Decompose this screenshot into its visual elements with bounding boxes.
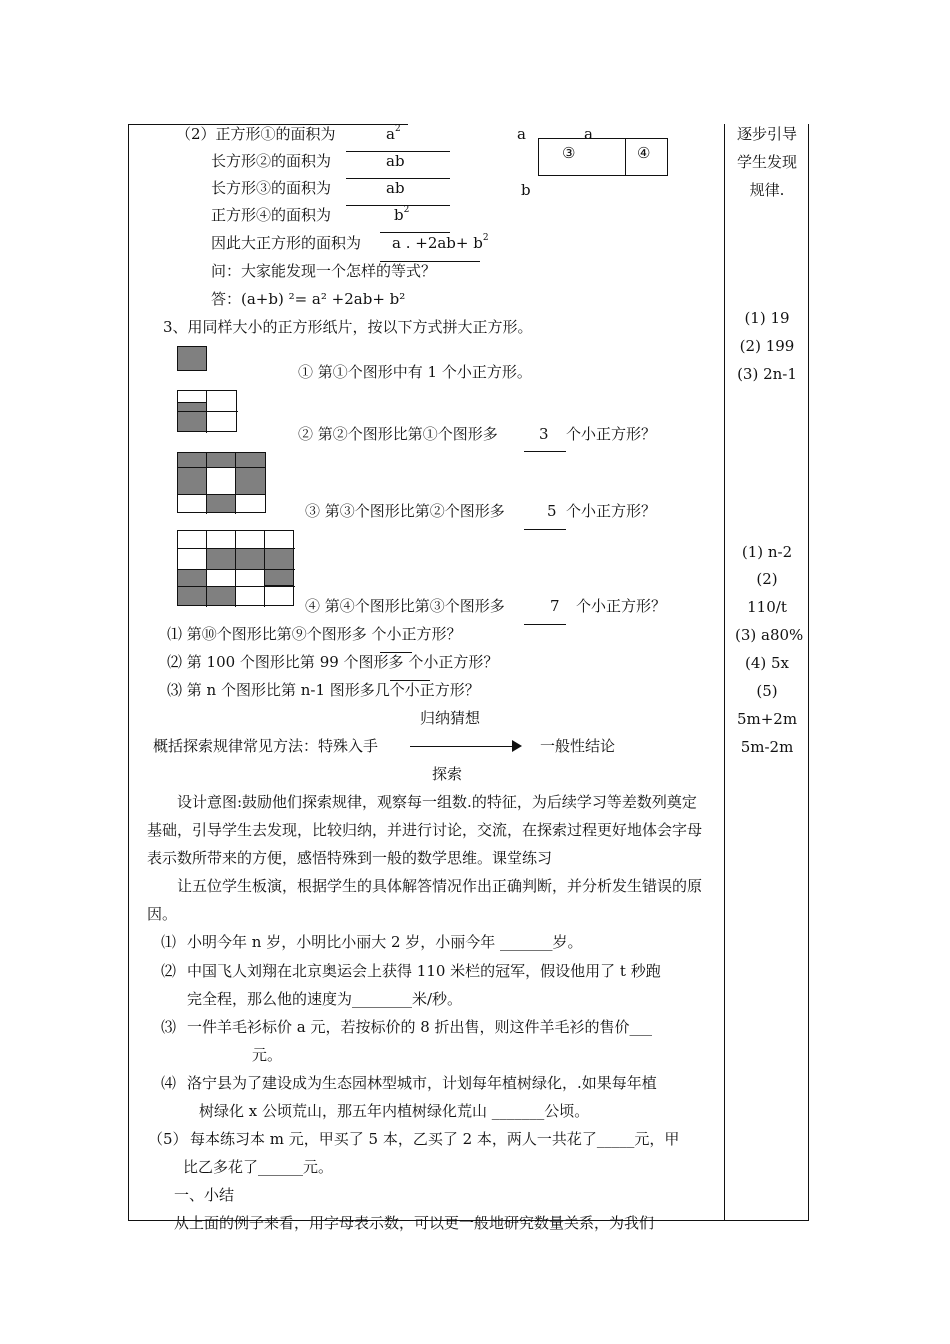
sidebar-guide-3: 规律. <box>749 181 785 199</box>
sidebar-answer2-3: 110/t <box>747 598 787 616</box>
sidebar-answer-1: (1) 19 <box>744 309 790 327</box>
pattern-figure-4 <box>177 530 294 606</box>
area-question: 问：大家能发现一个怎样的等式？ <box>211 262 437 280</box>
figure-label-a2: a <box>584 125 593 143</box>
exercise-4-num: ⑷ <box>161 1074 177 1092</box>
section3-title: 3、用同样大小的正方形纸片，按以下方式拼大正方形。 <box>163 318 533 336</box>
sidebar-answer2-2: (2) <box>756 570 778 588</box>
area-rect3-label: 长方形③的面积为 <box>211 179 332 197</box>
induction-arrow-line <box>410 746 515 747</box>
pattern-item-2-num: 3 <box>539 425 549 443</box>
pattern-item-3-num: 5 <box>547 502 557 520</box>
pattern-question-1: ⑴ 第⑩个图形比第⑨个图形多 个小正方形？ <box>167 625 462 643</box>
pattern-item-3-suffix: 个小正方形？ <box>566 502 657 520</box>
exercise-4-text: 洛宁县为了建设成为生态园林型城市，计划每年植树绿化，.如果每年植 <box>187 1074 657 1092</box>
figure-cell-3: ③ <box>562 144 576 162</box>
area-rect2-value: ab <box>386 152 405 170</box>
exercise-3-num: ⑶ <box>161 1018 177 1036</box>
exercise-4-cont: 树绿化 x 公顷荒山，那五年内植树绿化荒山 _______公顷。 <box>199 1102 590 1120</box>
area-figure-divider <box>625 138 626 176</box>
pattern-question-2-line <box>380 652 412 653</box>
area-square4-label: 正方形④的面积为 <box>211 206 332 224</box>
pattern-item-4: ④ 第④个图形比第③个图形多 <box>305 597 505 615</box>
pattern-question-3-line <box>390 680 430 681</box>
induction-left: 概括探索规律常见方法：特殊入手 <box>153 737 379 755</box>
area-square1-value: $a^2$ <box>386 124 401 143</box>
figure-label-b: b <box>521 181 531 199</box>
induction-arrow-head <box>512 740 522 752</box>
pattern-item-4-suffix: 个小正方形？ <box>576 597 667 615</box>
area-square4-value: $b^2$ <box>394 205 410 224</box>
summary-title: 一、小结 <box>174 1186 235 1204</box>
summary-text: 从上面的例子来看，用字母表示数，可以更一般地研究数量关系，为我们 <box>174 1214 655 1232</box>
board-practice-paragraph: 让五位学生板演，根据学生的具体解答情况作出正确判断，并分析发生错误的原因。 <box>147 877 703 923</box>
table-right-border <box>808 124 809 1221</box>
exercise-5-cont: 比乙多花了______元。 <box>183 1158 334 1176</box>
pattern-item-2: ② 第②个图形比第①个图形多 <box>298 425 498 443</box>
sidebar-answer2-1: (1) n-2 <box>741 543 793 561</box>
sidebar-guide-1: 逐步引导 <box>736 125 797 143</box>
sidebar-answer2-5: (4) 5x <box>744 654 790 672</box>
area-square1-label: （2）正方形①的面积为 <box>176 125 336 143</box>
sidebar-guide-2: 学生发现 <box>736 153 797 171</box>
pattern-item-3: ③ 第③个图形比第②个图形多 <box>305 502 505 520</box>
sidebar-answer2-8: 5m-2m <box>740 738 794 756</box>
induction-right: 一般性结论 <box>540 737 616 755</box>
exercise-1-text: 小明今年 n 岁，小明比小丽大 2 岁，小丽今年 _______岁。 <box>187 933 583 951</box>
area-total-label: 因此大正方形的面积为 <box>211 234 362 252</box>
area-total-value: a . $+2ab+ b^2$ <box>392 233 489 252</box>
table-left-border <box>128 124 129 1221</box>
sidebar-answer-2: (2) 199 <box>739 337 795 355</box>
pattern-item-3-blank <box>524 529 566 530</box>
sidebar-answer-3: (3) 2n-1 <box>737 365 797 383</box>
pattern-figure-3 <box>177 452 266 513</box>
pattern-figure-1 <box>177 346 207 371</box>
area-answer: 答：(a+b) ²= a² +2ab+ b² <box>211 290 406 308</box>
pattern-figure-2 <box>177 390 237 432</box>
exercise-5-num: （5） <box>148 1130 188 1148</box>
area-rect2-label: 长方形②的面积为 <box>211 152 332 170</box>
exercise-2-text: 中国飞人刘翔在北京奥运会上获得 110 米栏的冠军，假设他用了 t 秒跑 <box>187 962 661 980</box>
figure-label-a1: a <box>517 125 526 143</box>
area-total-underline <box>380 232 450 233</box>
pattern-item-2-blank <box>524 451 566 452</box>
sidebar-answer2-6: (5) <box>756 682 778 700</box>
pattern-question-3: ⑶ 第 n 个图形比第 n-1 图形多几个小正方形？ <box>167 681 480 699</box>
pattern-item-4-blank <box>524 624 566 625</box>
area-question-underline <box>380 261 480 262</box>
induction-heading: 归纳猜想 <box>420 709 481 727</box>
exercise-3-cont: 元。 <box>252 1046 283 1064</box>
pattern-question-2: ⑵ 第 100 个图形比第 99 个图形多 个小正方形？ <box>167 653 499 671</box>
exercise-2-cont: 完全程，那么他的速度为________米/秒。 <box>187 990 463 1008</box>
sidebar-answer2-4: (3) a80% <box>735 626 804 644</box>
explore-heading: 探索 <box>432 765 463 783</box>
area-rect3-value: ab <box>386 179 405 197</box>
exercise-1-num: ⑴ <box>161 933 177 951</box>
figure-cell-4: ④ <box>637 144 651 162</box>
table-divider <box>724 124 725 1221</box>
pattern-item-4-num: 7 <box>550 597 560 615</box>
exercise-2-num: ⑵ <box>161 962 177 980</box>
pattern-item-1: ① 第①个图形中有 1 个小正方形。 <box>298 363 532 381</box>
exercise-5-text: 每本练习本 m 元，甲买了 5 本，乙买了 2 本，两人一共花了_____元，甲 <box>190 1130 680 1148</box>
sidebar-answer2-7: 5m+2m <box>736 710 798 728</box>
design-intent-paragraph: 设计意图:鼓励他们探索规律，观察每一组数.的特征，为后续学习等差数列奠定基础，引导学生去发现，比较归纳，并进行讨论，交流，在探索过程更好地体会字母表示数所带来的方便，感悟特殊到一般的数学思维。课堂练习 <box>147 793 703 867</box>
exercise-3-text: 一件羊毛衫标价 a 元，若按标价的 8 折出售，则这件羊毛衫的售价___ <box>187 1018 653 1036</box>
pattern-item-2-suffix: 个小正方形？ <box>566 425 657 443</box>
